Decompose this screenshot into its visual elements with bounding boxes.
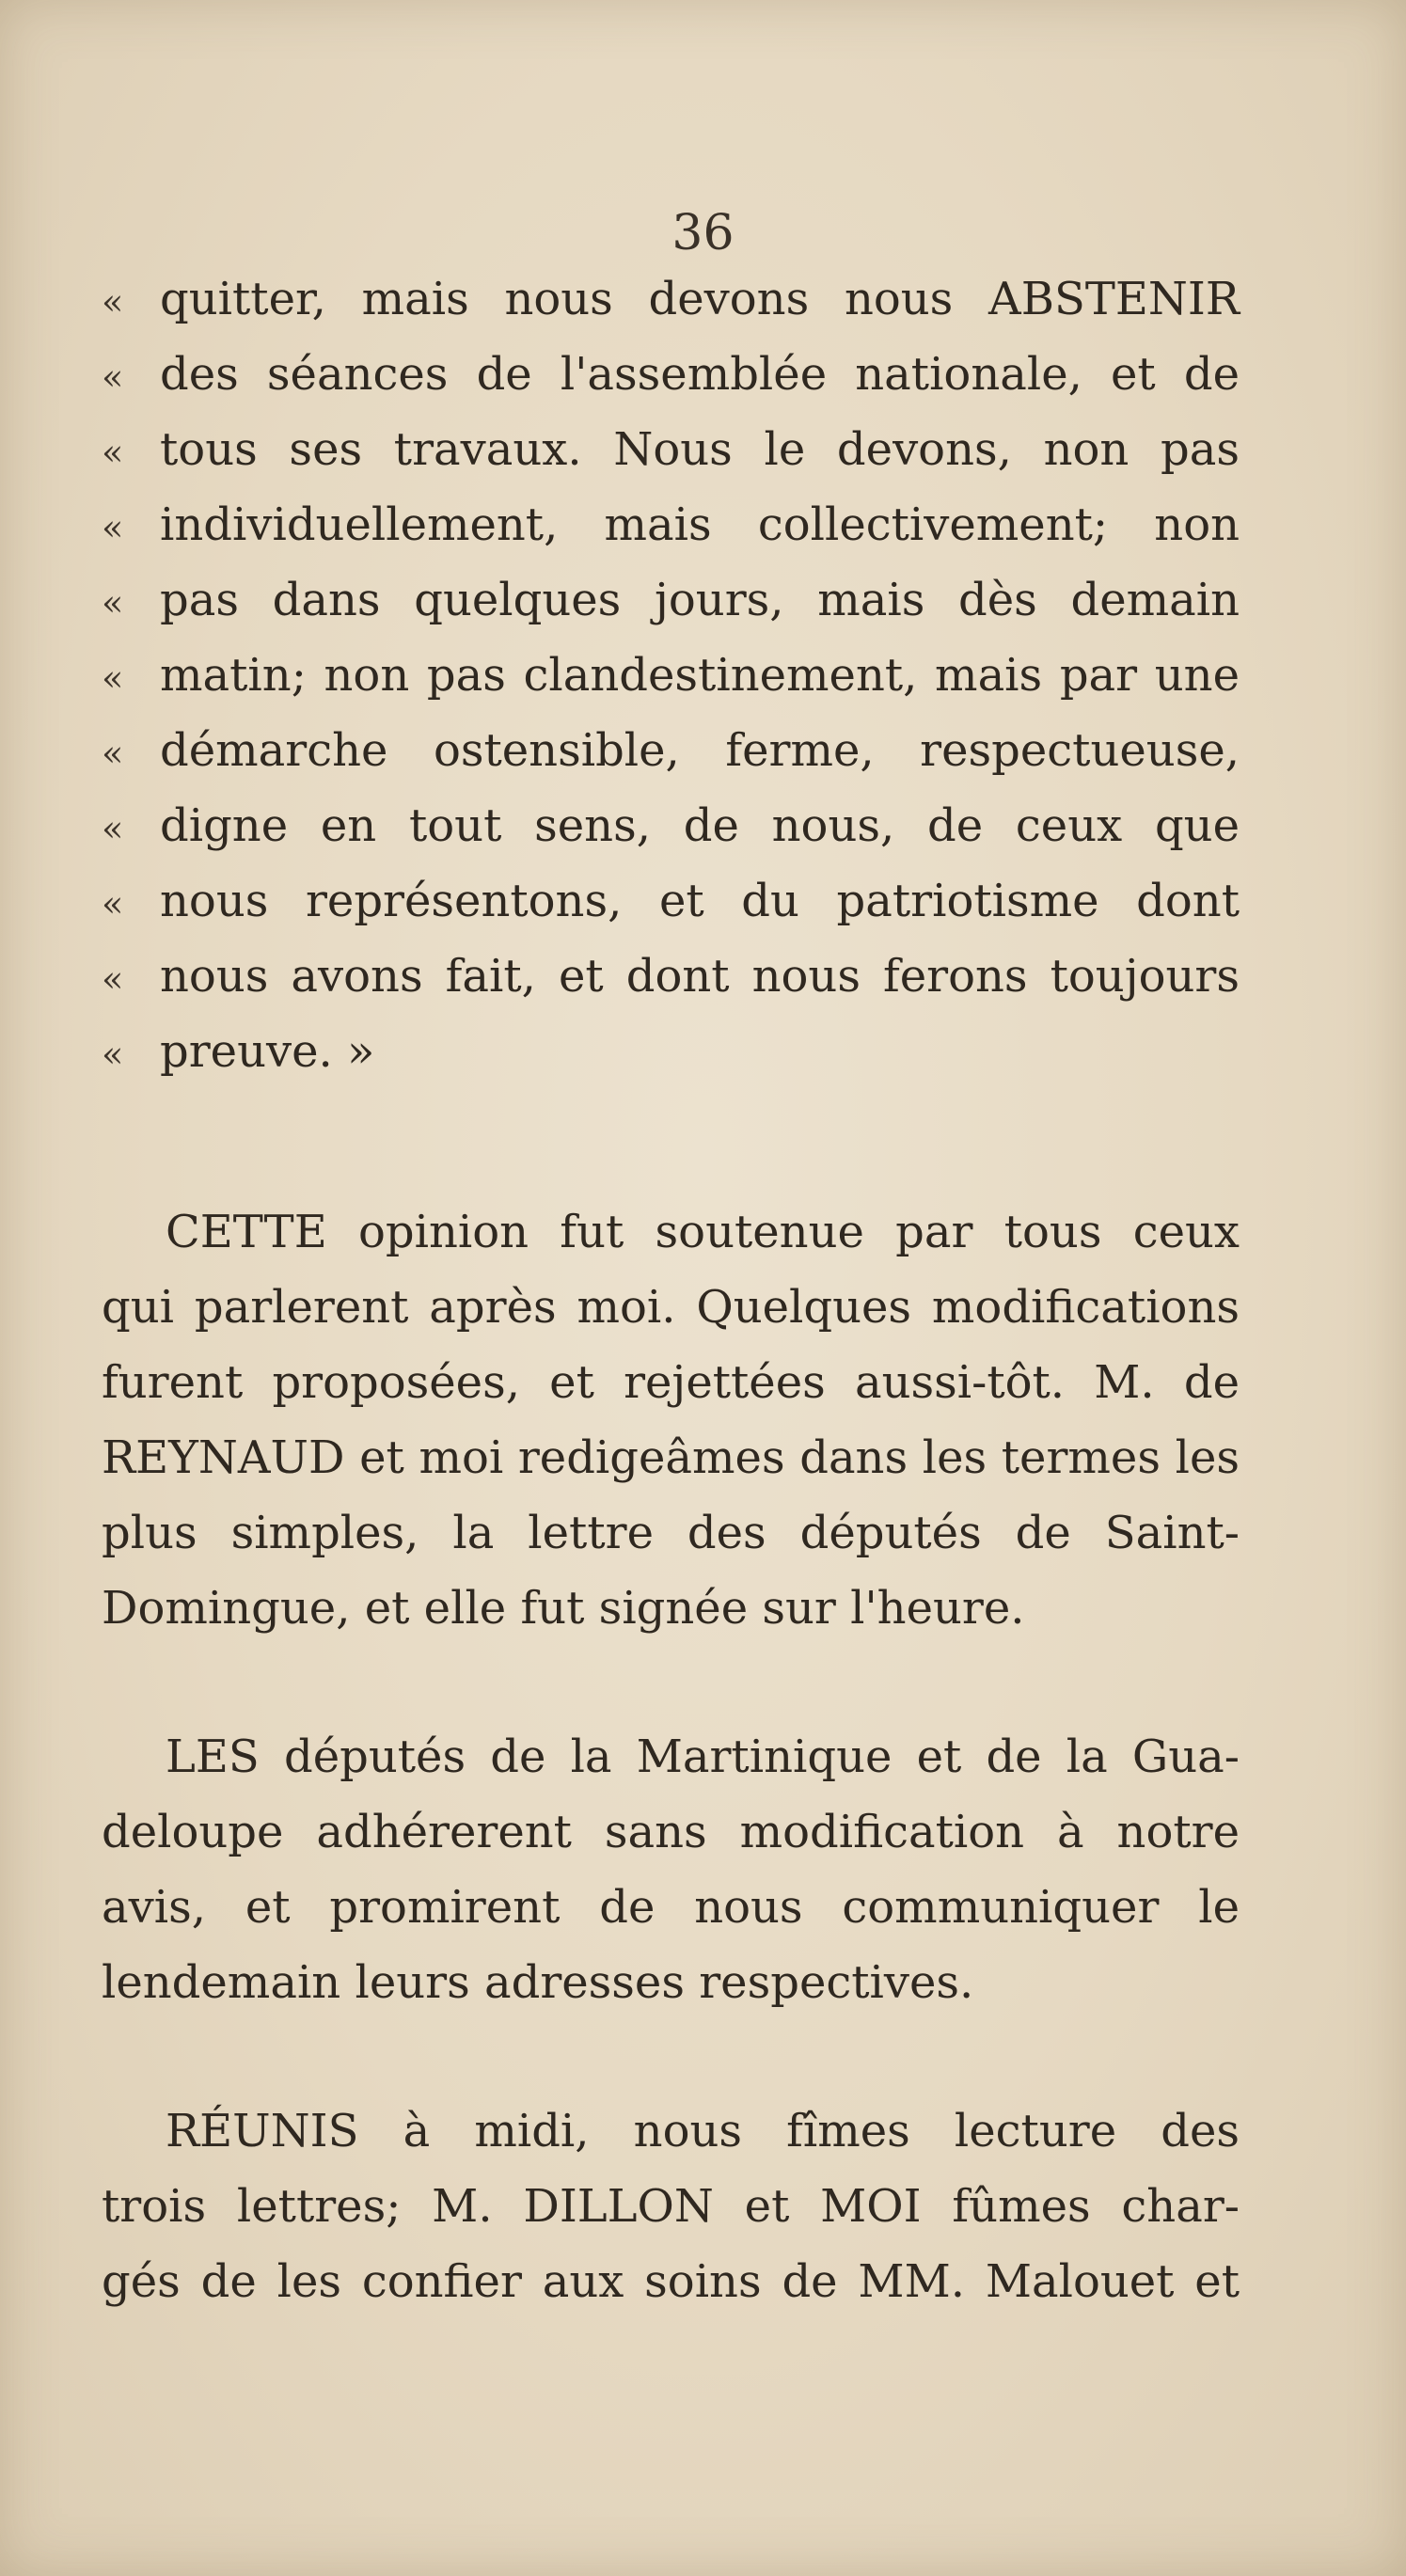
- quote-line-text: des séances de l'assemblée nationale, et de: [160, 348, 1240, 401]
- paragraph-les-deputes: [102, 1719, 1240, 2020]
- quote-line: [102, 950, 1240, 1025]
- paragraph-line: avis, et promirent de nous communiquer le: [102, 1881, 1240, 1934]
- quote-line-text: nous représentons, et du patriotisme dont: [160, 875, 1240, 927]
- paragraph-line: trois lettres; M. DILLON et MOI fûmes char-: [102, 2180, 1240, 2233]
- show-through-text: [113, 1133, 1241, 1171]
- paragraph-line: plus simples, la lettre des députés de Saint-: [102, 1507, 1240, 1559]
- quote-line-text: quitter, mais nous devons nous ABSTENIR: [160, 273, 1240, 325]
- quote-line-text: pas dans quelques jours, mais dès demain: [160, 574, 1240, 626]
- guillemet-mark: «: [102, 808, 124, 849]
- quote-line-text: démarche ostensible, ferme, respectueuse,: [160, 724, 1240, 777]
- quote-line: [102, 799, 1240, 875]
- quote-line: [102, 423, 1240, 498]
- paragraph-line: REYNAUD et moi redigeâmes dans les termes les: [102, 1431, 1240, 1484]
- guillemet-mark: «: [102, 432, 124, 473]
- paragraph-cette-opinion: [102, 1194, 1240, 1646]
- paragraph-line: gés de les confier aux soins de MM. Malouet et: [102, 2255, 1240, 2308]
- guillemet-mark: «: [102, 507, 124, 548]
- quote-line: [102, 574, 1240, 649]
- paragraph-reunis: [102, 2094, 1240, 2319]
- guillemet-mark: «: [102, 883, 124, 925]
- show-through-text: [113, 1660, 1241, 1698]
- quote-line-text: individuellement, mais collectivement; non: [160, 498, 1240, 551]
- quote-line-text: digne en tout sens, de nous, de ceux que: [160, 799, 1240, 852]
- paragraph-line: CETTE opinion fut soutenue par tous ceux: [166, 1206, 1240, 1258]
- paragraph-line: RÉUNIS à midi, nous fîmes lecture des: [166, 2105, 1240, 2157]
- paragraph-line: lendemain leurs adresses respectives.: [102, 1956, 974, 2009]
- quote-line: [102, 724, 1240, 799]
- guillemet-mark: «: [102, 958, 124, 1000]
- guillemet-mark: «: [102, 582, 124, 624]
- paragraph-line: furent proposées, et rejettées aussi-tôt. M. de: [102, 1356, 1240, 1409]
- quote-line: [102, 348, 1240, 423]
- paragraph-line: LES députés de la Martinique et de la Gua-: [166, 1731, 1240, 1783]
- paragraph-line: Domingue, et elle fut signée sur l'heure.: [102, 1582, 1025, 1635]
- paragraph-line: deloupe adhérerent sans modification à notre: [102, 1806, 1240, 1858]
- quote-line-text: nous avons fait, et dont nous ferons toujours: [160, 950, 1240, 1003]
- guillemet-mark: «: [102, 281, 124, 323]
- page-number: 36: [671, 205, 735, 261]
- guillemet-mark: «: [102, 733, 124, 774]
- quote-line-text: matin; non pas clandestinement, mais par une: [160, 649, 1240, 702]
- guillemet-mark: «: [102, 657, 124, 699]
- quote-line: [102, 498, 1240, 574]
- quote-line: [102, 273, 1240, 348]
- guillemet-mark: «: [102, 356, 124, 398]
- quote-line-text: preuve. »: [160, 1025, 375, 1078]
- paragraph-line: qui parlerent après moi. Quelques modifications: [102, 1281, 1240, 1334]
- quote-line: [102, 649, 1240, 724]
- quoted-speech: [102, 273, 1240, 1100]
- quote-line-text: tous ses travaux. Nous le devons, non pas: [160, 423, 1240, 476]
- quote-line: [102, 875, 1240, 950]
- guillemet-mark: «: [102, 1034, 124, 1075]
- quote-line: [102, 1025, 1240, 1100]
